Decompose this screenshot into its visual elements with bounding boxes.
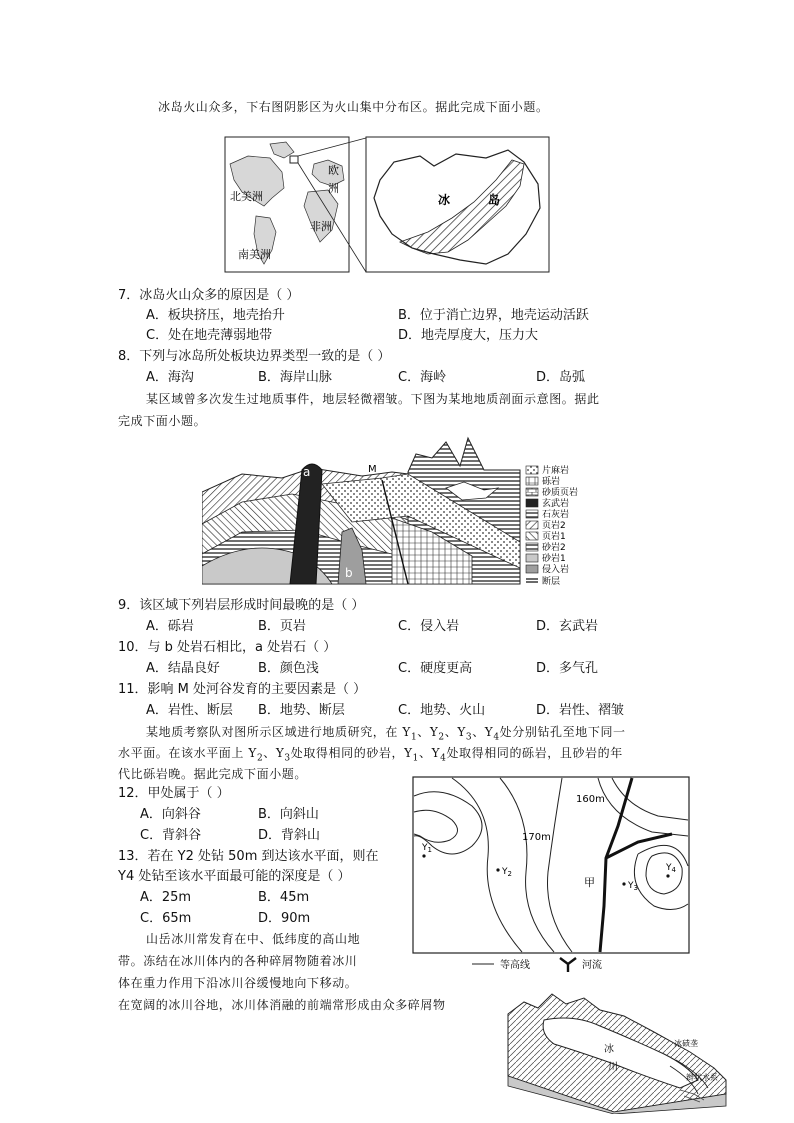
intro-text-2-line-2: 完成下面小题。 — [118, 414, 207, 428]
question-13-option-d: D．90m — [258, 911, 311, 926]
legend-shale-2: 页岩2 — [542, 521, 566, 531]
intro-text-4-line-2: 带。冻结在冰川体内的各种碎屑物随着冰川 — [118, 954, 358, 968]
question-9-option-c: C．侵入岩 — [398, 619, 460, 634]
question-9-stem: 9．该区域下列岩层形成时间最晚的是（ ） — [118, 598, 365, 613]
intro-text-4-line-3: 体在重力作用下沿冰川谷缓慢地向下移动。 — [118, 976, 358, 990]
question-9-option-a: A．砾岩 — [146, 619, 194, 634]
intro-text-4-line-4: 在宽阔的冰川谷地，冰川体消融的前端常形成由众多碎屑物 — [118, 998, 446, 1012]
question-12-stem: 12．甲处属于（ ） — [118, 786, 230, 801]
world-map-figure — [224, 136, 550, 274]
glacier-label-2: 川 — [608, 1062, 618, 1073]
question-10-stem: 10．与 b 处岩石相比，a 处岩石（ ） — [118, 640, 337, 655]
question-13-option-a: A．25m — [140, 890, 192, 905]
question-13-stem-line-2: Y4 处钻至该水平面最可能的深度是（ ） — [118, 869, 351, 884]
label-iceland-2: 岛 — [488, 193, 501, 207]
section-label-m: M — [368, 464, 377, 475]
contour-legend-river: 河流 — [582, 960, 602, 971]
question-10-option-d: D．多气孔 — [536, 661, 599, 676]
question-11-stem: 11．影响 M 处河谷发育的主要因素是（ ） — [118, 682, 367, 697]
question-12-option-c: C．背斜谷 — [140, 828, 202, 843]
section-label-a: a — [303, 465, 311, 479]
intro-text-2-line-1: 某区域曾多次发生过地质事件，地层轻微褶皱。下图为某地地质剖面示意图。据此 — [146, 392, 600, 406]
legend-limestone: 石灰岩 — [542, 510, 570, 520]
question-8-option-a: A．海沟 — [146, 370, 194, 385]
legend-intrusive: 侵入岩 — [542, 565, 570, 575]
label-south-america: 南美洲 — [238, 248, 271, 261]
intro-text-3-line-3: 代比砾岩晚。据此完成下面小题。 — [118, 767, 308, 781]
question-7-option-b: B．位于消亡边界，地壳运动活跃 — [398, 308, 589, 323]
intro-text-3-line-1: 某地质考察队对图所示区域进行地质研究，在 $Y_1$、$Y_2$、$Y_3$、$Y_4$处分别钻孔至地下同一 — [146, 725, 626, 743]
legend-sandstone-1: 砂岩1 — [542, 554, 566, 564]
glacier-label-moraine: 冰碛垄 — [674, 1039, 698, 1048]
question-11-option-c: C．地势、火山 — [398, 703, 486, 718]
contour-label-170: 170m — [522, 832, 551, 843]
glacier-figure — [504, 990, 732, 1114]
question-8-stem: 8．下列与冰岛所处板块边界类型一致的是（ ） — [118, 349, 391, 364]
question-10-option-a: A．结晶良好 — [146, 661, 220, 676]
glacier-label-1: 冰 — [604, 1044, 614, 1055]
question-11-option-b: B．地势、断层 — [258, 703, 345, 718]
legend-basalt: 玄武岩 — [542, 499, 570, 509]
legend-conglomerate: 砾岩 — [542, 477, 561, 487]
contour-legend-contour: 等高线 — [500, 960, 530, 971]
question-12-option-a: A．向斜谷 — [140, 807, 201, 822]
legend-sandy-shale: 砂质页岩 — [542, 488, 579, 498]
label-iceland-1: 冰 — [438, 193, 451, 207]
contour-y1: $Y_1$ — [422, 843, 432, 854]
question-10-option-c: C．硬度更高 — [398, 661, 473, 676]
question-11-option-a: A．岩性、断层 — [146, 703, 233, 718]
question-8-option-c: C．海岭 — [398, 370, 447, 385]
question-13-option-c: C．65m — [140, 911, 192, 926]
legend-gneiss: 片麻岩 — [542, 466, 570, 476]
legend-fault: 断层 — [542, 577, 561, 587]
contour-y4: $Y_4$ — [666, 863, 676, 874]
question-7-option-c: C．处在地壳薄弱地带 — [146, 328, 273, 343]
contour-y3: $Y_3$ — [628, 881, 638, 892]
contour-y2: $Y_2$ — [502, 867, 512, 878]
contour-label-jia: 甲 — [584, 876, 595, 889]
question-7-stem: 7．冰岛火山众多的原因是（ ） — [118, 288, 300, 303]
question-8-option-d: D．岛弧 — [536, 370, 586, 385]
label-north-america: 北美洲 — [230, 190, 263, 203]
section-label-b: b — [345, 566, 353, 580]
question-7-option-a: A．板块挤压，地壳抬升 — [146, 308, 285, 323]
label-africa: 非洲 — [310, 220, 332, 233]
question-10-option-b: B．颜色浅 — [258, 661, 319, 676]
question-7-option-d: D．地壳厚度大，压力大 — [398, 328, 539, 343]
question-9-option-b: B．页岩 — [258, 619, 306, 634]
section-legend — [526, 464, 578, 587]
intro-text-1: 冰岛火山众多，下右图阴影区为火山集中分布区。据此完成下面小题。 — [158, 100, 549, 114]
question-13-stem-line-1: 13．若在 Y2 处钻 50m 到达该水平面，则在 — [118, 849, 379, 864]
label-europe-1: 欧 — [328, 164, 339, 177]
label-europe-2: 洲 — [328, 182, 339, 195]
question-8-option-b: B．海岸山脉 — [258, 370, 332, 385]
glacier-label-braided: 辫状水系 — [686, 1073, 718, 1082]
question-13-option-b: B．45m — [258, 890, 310, 905]
legend-sandstone-2: 砂岩2 — [542, 543, 566, 553]
question-9-option-d: D．玄武岩 — [536, 619, 599, 634]
question-12-option-d: D．背斜山 — [258, 828, 321, 843]
contour-label-160: 160m — [576, 794, 605, 805]
geologic-section-figure — [202, 432, 588, 588]
question-11-option-d: D．岩性、褶皱 — [536, 703, 625, 718]
intro-text-3-line-2: 水平面。在该水平面上 $Y_2$、$Y_3$处取得相同的砂岩，$Y_1$、$Y_4$处取得相同的砾岩，且砂岩的年 — [118, 746, 623, 764]
legend-shale-1: 页岩1 — [542, 532, 566, 542]
contour-map-figure — [412, 776, 690, 972]
intro-text-4-line-1: 山岳冰川常发育在中、低纬度的高山地 — [146, 932, 361, 946]
question-12-option-b: B．向斜山 — [258, 807, 319, 822]
